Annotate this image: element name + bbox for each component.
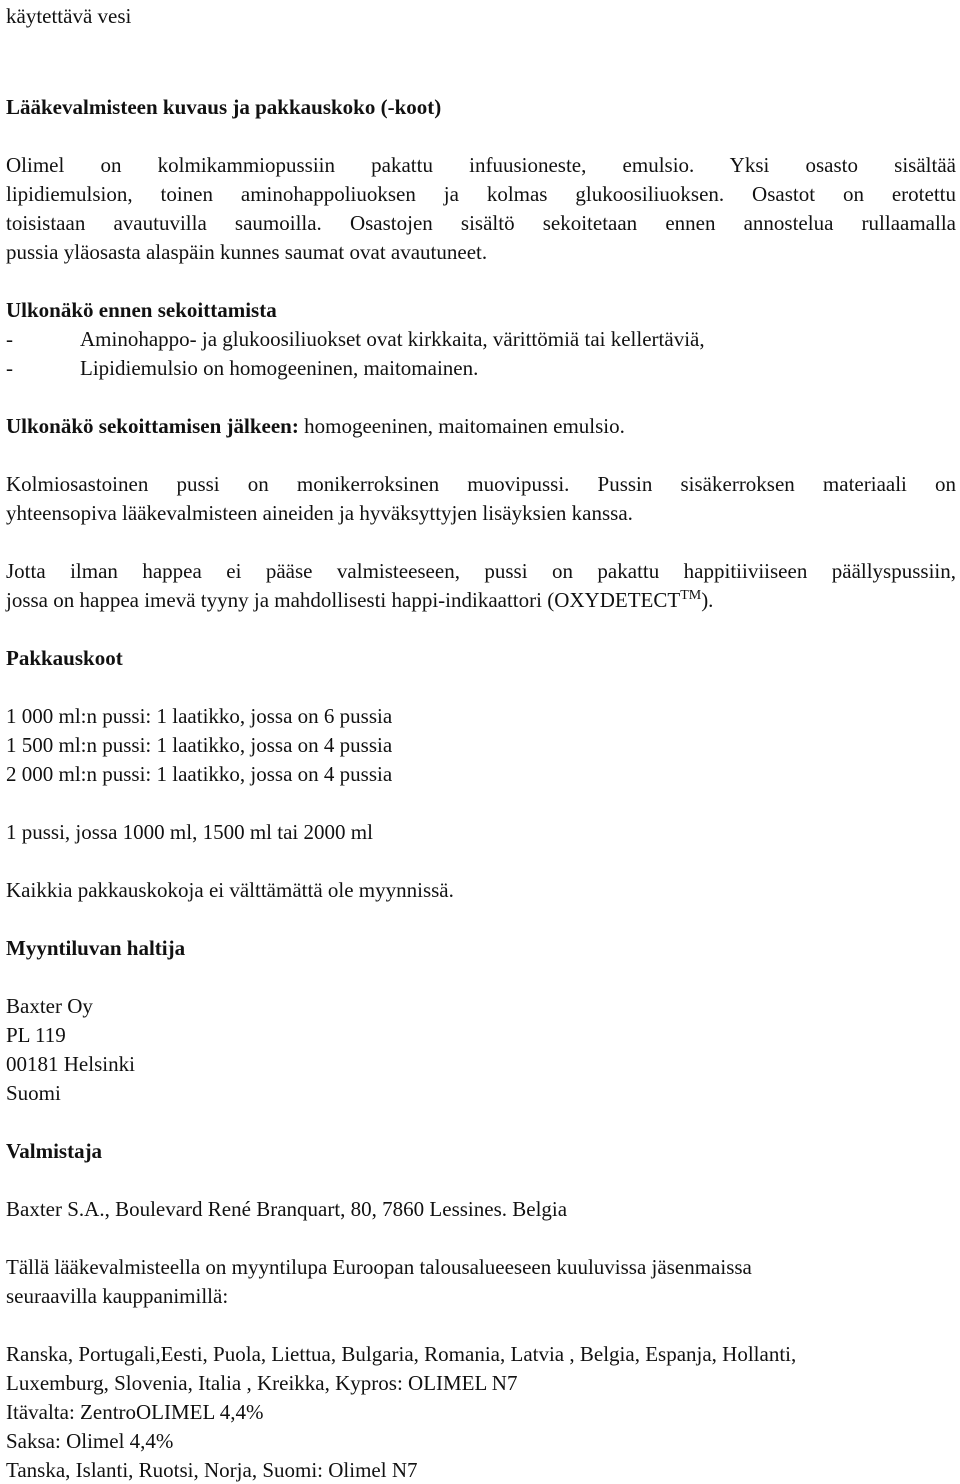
- appearance-after: [6, 416, 625, 437]
- container-paragraph-line: yhteensopiva lääkevalmisteen aineiden ja hyväksyttyjen lisäyksien kanssa.: [6, 501, 633, 525]
- holder-line: PL 119: [6, 1023, 66, 1047]
- description-paragraph-line: toisistaan avautuvilla saumoilla. Osastojen sisältö sekoitetaan ennen annostelua rullaamalla: [6, 211, 956, 235]
- description-paragraph-line: lipidiemulsion, toinen aminohappoliuoksen ja kolmas glukoosiliuoksen. Osastot on erotettu: [6, 182, 956, 206]
- authorisation-intro: seuraavilla kauppanimillä:: [6, 1284, 229, 1308]
- oxygen-text-end: ).: [701, 588, 714, 612]
- header-fragment: käytettävä vesi: [6, 4, 132, 28]
- trademark-mark: TM: [680, 588, 702, 603]
- description-paragraph-line: pussia yläosasta alaspäin kunnes saumat ovat avautuneet.: [6, 240, 488, 264]
- pack-note: Kaikkia pakkauskokoja ei välttämättä ole myynnissä.: [6, 878, 454, 902]
- country-names-line: Tanska, Islanti, Ruotsi, Norja, Suomi: Olimel N7: [6, 1458, 418, 1482]
- country-names-line: Ranska, Portugali,Eesti, Puola, Liettua, Bulgaria, Romania, Latvia , Belgia, Espanja, Hollanti,: [6, 1342, 797, 1366]
- pack-size-item: 1 500 ml:n pussi: 1 laatikko, jossa on 4 pussia: [6, 733, 393, 757]
- authorisation-intro: Tällä lääkevalmisteella on myyntilupa Euroopan talousalueeseen kuuluvissa jäsenmaissa: [6, 1255, 752, 1279]
- oxygen-paragraph-line: [6, 590, 713, 611]
- pack-size-item: 2 000 ml:n pussi: 1 laatikko, jossa on 4 pussia: [6, 762, 393, 786]
- pack-size-item: 1 000 ml:n pussi: 1 laatikko, jossa on 6 pussia: [6, 704, 393, 728]
- holder-heading: Myyntiluvan haltija: [6, 936, 186, 960]
- bullet-item: [6, 358, 478, 379]
- description-heading: Lääkevalmisteen kuvaus ja pakkauskoko (-koot): [6, 95, 442, 119]
- appearance-before-heading: Ulkonäkö ennen sekoittamista: [6, 298, 277, 322]
- bullet-text: Aminohappo- ja glukoosiliuokset ovat kirkkaita, värittömiä tai kellertäviä,: [80, 327, 705, 351]
- pack-sizes-heading: Pakkauskoot: [6, 646, 123, 670]
- country-names-line: Itävalta: ZentroOLIMEL 4,4%: [6, 1400, 264, 1424]
- bullet-text: Lipidiemulsio on homogeeninen, maitomainen.: [80, 356, 479, 380]
- description-paragraph-line: Olimel on kolmikammiopussiin pakattu infuusioneste, emulsio. Yksi osasto sisältää: [6, 153, 956, 177]
- oxygen-text: jossa on happea imevä tyyny ja mahdollisesti happi-indikaattori (OXYDETECT: [6, 588, 681, 612]
- holder-line: Suomi: [6, 1081, 61, 1105]
- bullet-dash: -: [6, 327, 13, 351]
- country-names-line: Saksa: Olimel 4,4%: [6, 1429, 174, 1453]
- appearance-after-label: Ulkonäkö sekoittamisen jälkeen:: [6, 414, 299, 438]
- appearance-after-text: homogeeninen, maitomainen emulsio.: [298, 414, 625, 438]
- manufacturer-heading: Valmistaja: [6, 1139, 103, 1163]
- country-names-line: Luxemburg, Slovenia, Italia , Kreikka, Kypros: OLIMEL N7: [6, 1371, 518, 1395]
- bullet-dash: -: [6, 356, 13, 380]
- holder-line: Baxter Oy: [6, 994, 93, 1018]
- manufacturer-address: Baxter S.A., Boulevard René Branquart, 80, 7860 Lessines. Belgia: [6, 1197, 568, 1221]
- oxygen-paragraph-line: Jotta ilman happea ei pääse valmisteeseen, pussi on pakattu happitiiviiseen päällyspussiin,: [6, 559, 956, 583]
- bullet-item: [6, 329, 705, 350]
- container-paragraph-line: Kolmiosastoinen pussi on monikerroksinen muovipussi. Pussin sisäkerroksen materiaali on: [6, 472, 956, 496]
- holder-line: 00181 Helsinki: [6, 1052, 135, 1076]
- pack-single: 1 pussi, jossa 1000 ml, 1500 ml tai 2000 ml: [6, 820, 373, 844]
